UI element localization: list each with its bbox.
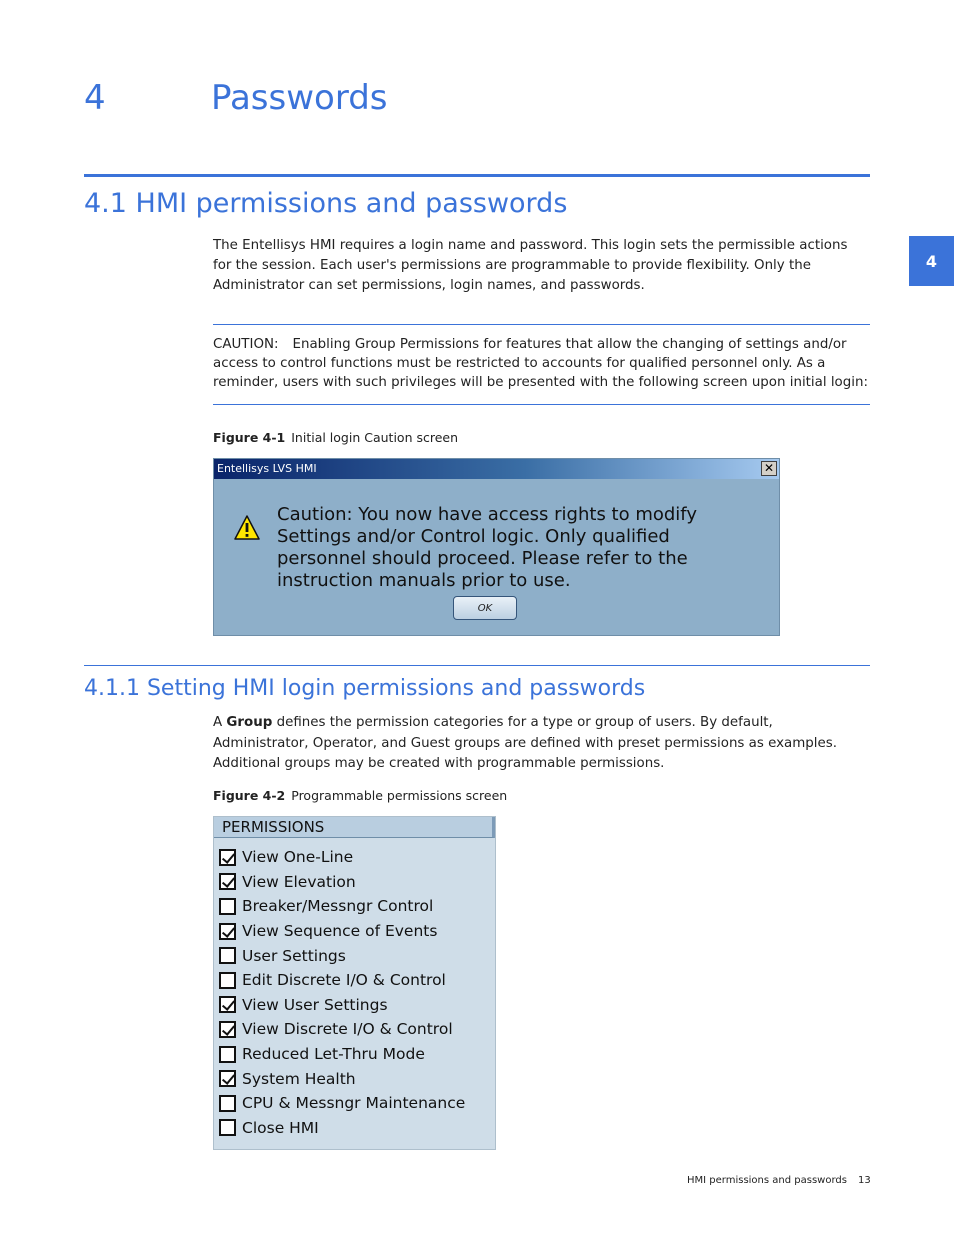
checkbox[interactable] [219, 873, 236, 890]
permission-label: Reduced Let-Thru Mode [242, 1045, 425, 1064]
ok-button[interactable]: OK [453, 596, 517, 620]
section-divider [84, 174, 870, 177]
section-title: 4.1 HMI permissions and passwords [84, 188, 568, 219]
permission-item[interactable] [219, 845, 465, 870]
permission-label: Breaker/Messngr Control [242, 897, 434, 916]
permission-item[interactable] [219, 1116, 465, 1141]
permission-label: View Elevation [242, 872, 356, 891]
warning-icon [234, 515, 260, 541]
subsection-paragraph [213, 713, 870, 775]
dialog-title: Entellisys LVS HMI [217, 462, 317, 475]
section-paragraph: The Entellisys HMI requires a login name and password. This login sets the permissible actions for the session. Each user's permissions are programmable to provide flexibility. Only the Administrator can set permissions, login names, and passwords. [213, 238, 848, 293]
checkbox[interactable] [219, 849, 236, 866]
subsection-title: 4.1.1 Setting HMI login permissions and passwords [84, 676, 646, 701]
permission-item[interactable] [219, 1042, 465, 1067]
chapter-side-tab: 4 [909, 236, 954, 286]
checkbox[interactable] [219, 898, 236, 915]
permission-label: View User Settings [242, 995, 388, 1014]
checkbox[interactable] [219, 947, 236, 964]
figure-caption-text: Initial login Caution screen [291, 430, 459, 445]
permission-label: System Health [242, 1069, 356, 1088]
permission-label: View One-Line [242, 848, 354, 867]
figure-label: Figure 4-2 [213, 788, 286, 803]
checkbox[interactable] [219, 923, 236, 940]
permission-item[interactable] [219, 870, 465, 895]
caution-box [213, 324, 870, 405]
page-number: 13 [858, 1175, 871, 1186]
permission-label: View Sequence of Events [242, 922, 438, 941]
checkbox[interactable] [219, 996, 236, 1013]
permissions-header: PERMISSIONS [214, 817, 495, 838]
permission-label: Edit Discrete I/O & Control [242, 971, 446, 990]
chapter-number: 4 [84, 78, 106, 118]
checkbox[interactable] [219, 1095, 236, 1112]
dialog-message: Caution: You now have access rights to modify Settings and/or Control logic. Only qualified personnel should proceed. Please refer to the instruction manuals prior to use. [277, 504, 697, 591]
permissions-list [219, 845, 465, 1140]
figure-caption [213, 430, 458, 445]
subsection-divider [84, 665, 870, 666]
permission-label: CPU & Messngr Maintenance [242, 1094, 466, 1113]
permission-item[interactable] [219, 1091, 465, 1116]
permission-item[interactable] [219, 943, 465, 968]
checkbox[interactable] [219, 1119, 236, 1136]
footer-title: HMI permissions and passwords [687, 1175, 847, 1186]
permission-item[interactable] [219, 968, 465, 993]
permission-item[interactable] [219, 919, 465, 944]
dialog-titlebar[interactable] [214, 459, 779, 479]
group-term: Group [226, 715, 273, 730]
caution-dialog [213, 458, 780, 636]
figure-label: Figure 4-1 [213, 430, 286, 445]
permission-item[interactable] [219, 1066, 465, 1091]
chapter-title: Passwords [211, 78, 388, 118]
caution-body: Enabling Group Permissions for features that allow the changing of settings and/or access to control functions must be restricted to accounts for qualified personnel only. As a reminder, users with such privileges will be presented with the following screen upon initial login: [213, 337, 868, 390]
checkbox[interactable] [219, 1021, 236, 1038]
permission-label: User Settings [242, 946, 346, 965]
permission-label: Close HMI [242, 1118, 319, 1137]
figure-caption [213, 788, 507, 803]
figure-caption-text: Programmable permissions screen [291, 788, 508, 803]
caution-label: CAUTION: [213, 337, 279, 352]
checkbox[interactable] [219, 972, 236, 989]
paragraph-prefix: A [213, 715, 227, 730]
permission-item[interactable] [219, 894, 465, 919]
paragraph-rest: defines the permission categories for a type or group of users. By default, Administrator, Operator, and Guest groups are defined with preset permissions as examples. Additional groups may be created with programmable permissions. [213, 715, 837, 771]
permissions-panel [213, 816, 496, 1150]
close-icon[interactable]: ✕ [761, 461, 777, 476]
checkbox[interactable] [219, 1070, 236, 1087]
permission-item[interactable] [219, 993, 465, 1018]
permission-item[interactable] [219, 1017, 465, 1042]
permission-label: View Discrete I/O & Control [242, 1020, 453, 1039]
caution-text [213, 335, 870, 392]
checkbox[interactable] [219, 1046, 236, 1063]
